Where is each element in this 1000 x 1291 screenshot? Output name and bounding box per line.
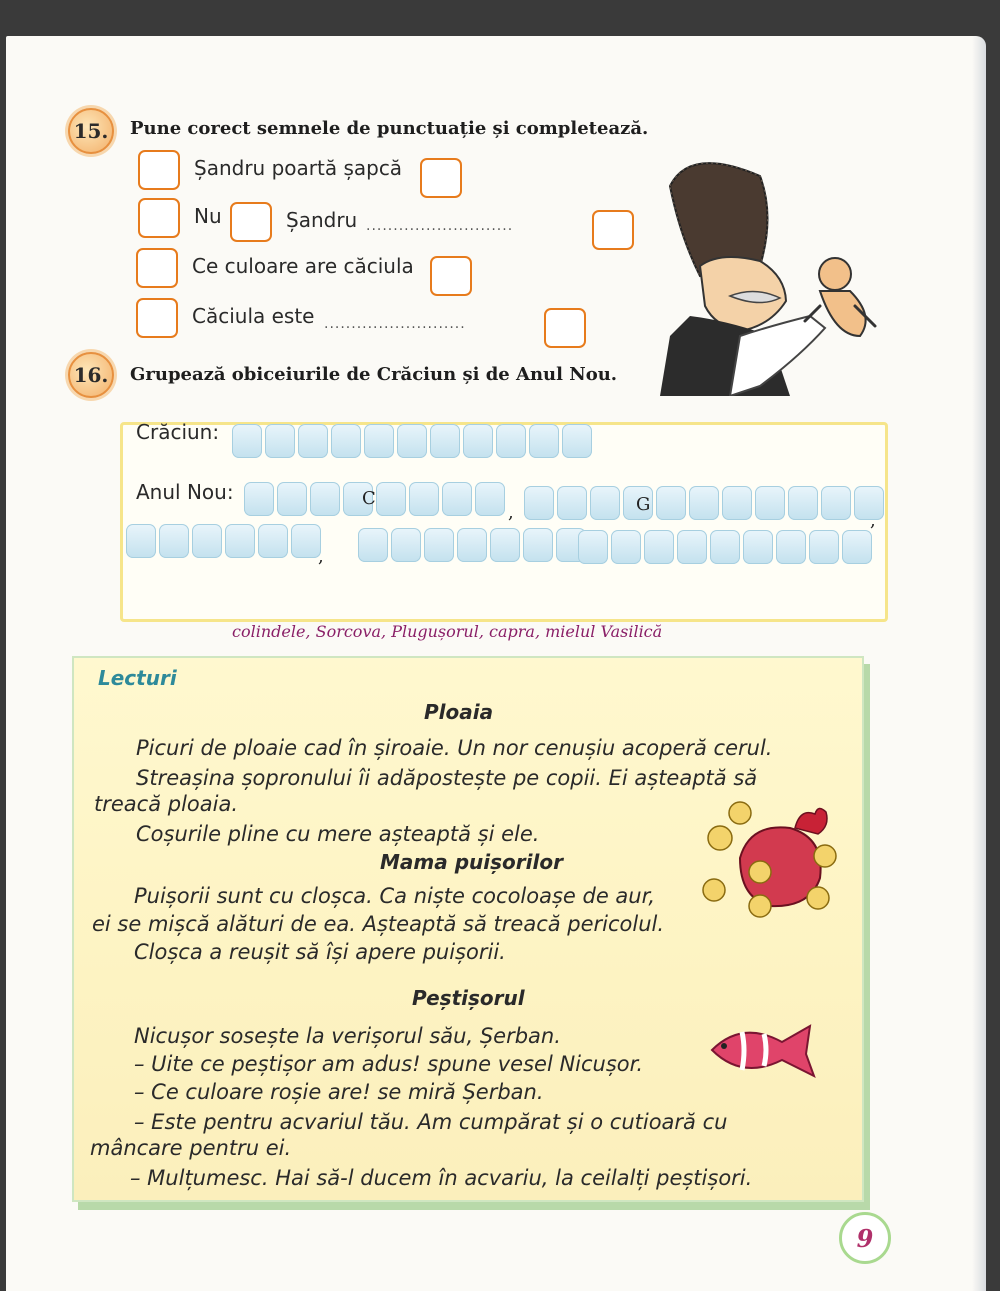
story-line: Cloșca a reușit să își apere puișorii. <box>134 940 506 964</box>
exercise-16-instruction: Grupează obiceiurile de Crăciun și de Anul Nou. <box>130 364 618 385</box>
line-2-before: Nu <box>194 204 222 228</box>
letter-cell[interactable] <box>689 486 719 520</box>
letter-cell[interactable] <box>244 482 274 516</box>
letter-cell[interactable] <box>364 424 394 458</box>
story-line: Coșurile pline cu mere așteaptă și ele. <box>136 822 540 846</box>
line-4-text: Căciula este <box>192 304 315 328</box>
letter-cell[interactable] <box>710 530 740 564</box>
letter-cell[interactable] <box>557 486 587 520</box>
letter-cell[interactable] <box>677 530 707 564</box>
lecturi-title: Lecturi <box>98 666 177 690</box>
story-line: Picuri de ploaie cad în șiroaie. Un nor cenușiu acoperă cerul. <box>136 736 773 760</box>
hen-with-chicks-illustration <box>700 798 850 928</box>
story-line: – Mulțumesc. Hai să-l ducem în acvariu, la ceilalți peștișori. <box>130 1166 753 1190</box>
exercise-15-instruction: Pune corect semnele de punctuație și completează. <box>130 118 649 139</box>
letter-cell[interactable] <box>397 424 427 458</box>
story-line: Puișorii sunt cu cloșca. Ca niște cocoloașe de aur, <box>134 884 655 908</box>
story-title-mama-puisorilor: Mama puișorilor <box>380 850 563 874</box>
letter-cell[interactable] <box>809 530 839 564</box>
workbook-page <box>6 36 986 1291</box>
letter-cell[interactable] <box>656 486 686 520</box>
letter-cell[interactable] <box>854 486 884 520</box>
letter-cell[interactable] <box>475 482 505 516</box>
story-line: Streașina șopronului îi adăpostește pe copii. Ei așteaptă să <box>136 766 758 790</box>
craciun-label: Crăciun: <box>136 420 220 444</box>
punctuation-box[interactable] <box>544 308 586 348</box>
letter-cell[interactable] <box>842 530 872 564</box>
exercise-15-number: 15. <box>68 108 114 154</box>
line-3-text: Ce culoare are căciula <box>192 254 414 278</box>
letter-cell[interactable] <box>358 528 388 562</box>
story-title-pestisorul: Peștișorul <box>412 986 525 1010</box>
letter-cell[interactable] <box>126 524 156 558</box>
letter-cell[interactable] <box>310 482 340 516</box>
comma: , <box>870 510 876 531</box>
letter-cell[interactable] <box>331 424 361 458</box>
story-line: mâncare pentru ei. <box>90 1136 292 1160</box>
letter-cell[interactable] <box>611 530 641 564</box>
page-edge-shadow <box>972 36 986 1291</box>
comma: , <box>318 546 324 567</box>
letter-cell[interactable] <box>490 528 520 562</box>
letter-cell[interactable] <box>529 424 559 458</box>
story-line: – Uite ce peștișor am adus! spune vesel Nicușor. <box>134 1052 644 1076</box>
letter-cell[interactable] <box>442 482 472 516</box>
line-4-dots[interactable]: .......................... <box>324 316 466 332</box>
letter-cell[interactable] <box>391 528 421 562</box>
letter-cell[interactable] <box>457 528 487 562</box>
story-line: – Este pentru acvariul tău. Am cumpărat și o cutioară cu <box>134 1110 728 1134</box>
letter-cell[interactable] <box>265 424 295 458</box>
letter-cell[interactable] <box>424 528 454 562</box>
letter-cell[interactable] <box>821 486 851 520</box>
anul-nou-label: Anul Nou: <box>136 480 234 504</box>
letter-cell[interactable] <box>523 528 553 562</box>
letter-cell[interactable] <box>776 530 806 564</box>
punctuation-box[interactable] <box>430 256 472 296</box>
punctuation-box[interactable] <box>230 202 272 242</box>
fish-illustration <box>702 1014 822 1084</box>
line-1-text: Șandru poartă șapcă <box>194 156 403 180</box>
letter-cell[interactable] <box>463 424 493 458</box>
lecturi-box <box>72 656 864 1202</box>
letter-cell[interactable] <box>590 486 620 520</box>
punctuation-box[interactable] <box>138 150 180 190</box>
story-title-ploaia: Ploaia <box>424 700 494 724</box>
letter-cell[interactable] <box>159 524 189 558</box>
letter-cell[interactable] <box>578 530 608 564</box>
story-line: ei se mișcă alături de ea. Așteaptă să treacă pericolul. <box>92 912 665 936</box>
story-line: Nicușor sosește la verișorul său, Șerban. <box>134 1024 561 1048</box>
line-2-dots[interactable]: ........................... <box>366 218 514 234</box>
letter-cell[interactable] <box>743 530 773 564</box>
punctuation-box[interactable] <box>420 158 462 198</box>
hint-letter-g: G <box>636 494 651 515</box>
hint-letter-c: C <box>362 488 376 509</box>
letter-cell[interactable] <box>524 486 554 520</box>
letter-cell[interactable] <box>722 486 752 520</box>
punctuation-box[interactable] <box>592 210 634 250</box>
letter-cell[interactable] <box>232 424 262 458</box>
letter-cell[interactable] <box>277 482 307 516</box>
page-number: 9 <box>839 1212 891 1264</box>
letter-cell[interactable] <box>225 524 255 558</box>
line-2-after: Șandru <box>286 208 358 232</box>
letter-cell[interactable] <box>409 482 439 516</box>
story-line: – Ce culoare roșie are! se miră Șerban. <box>134 1080 544 1104</box>
punctuation-box[interactable] <box>136 248 178 288</box>
letter-cell[interactable] <box>496 424 526 458</box>
letter-cell[interactable] <box>258 524 288 558</box>
letter-cell[interactable] <box>430 424 460 458</box>
letter-cell[interactable] <box>562 424 592 458</box>
letter-cell[interactable] <box>291 524 321 558</box>
letter-cell[interactable] <box>192 524 222 558</box>
letter-cell[interactable] <box>755 486 785 520</box>
letter-cell[interactable] <box>788 486 818 520</box>
letter-cell[interactable] <box>376 482 406 516</box>
word-bank: colindele, Sorcova, Plugușorul, capra, mielul Vasilică <box>232 622 663 641</box>
exercise-16-number: 16. <box>68 352 114 398</box>
punctuation-box[interactable] <box>136 298 178 338</box>
letter-cell[interactable] <box>298 424 328 458</box>
man-with-hat-illustration <box>660 146 890 396</box>
story-line: treacă ploaia. <box>94 792 239 816</box>
punctuation-box[interactable] <box>138 198 180 238</box>
comma: , <box>508 502 514 523</box>
letter-cell[interactable] <box>644 530 674 564</box>
